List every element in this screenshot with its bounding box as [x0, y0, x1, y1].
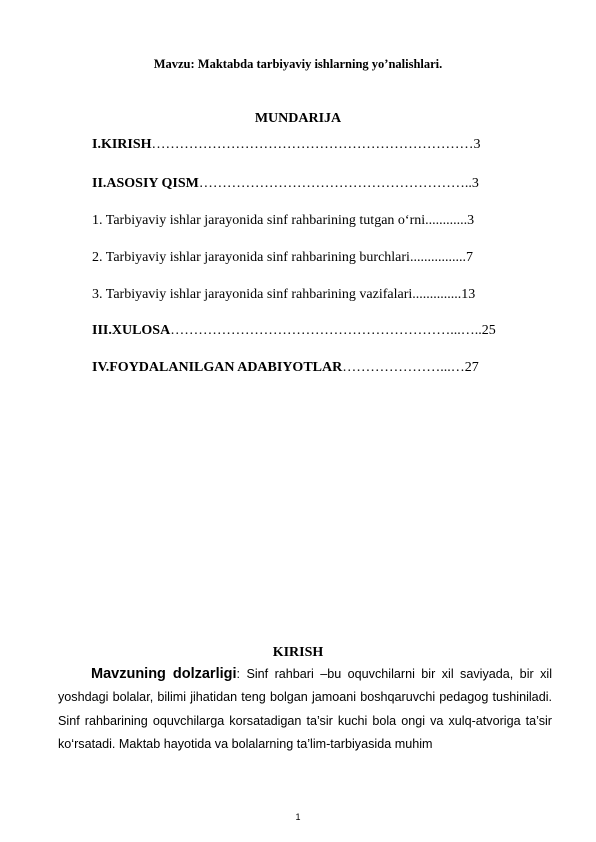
toc-entry-page: 13: [461, 287, 476, 302]
toc-entry-leader: …………………...…: [342, 360, 465, 375]
toc-entry-label: II.ASOSIY QISM: [92, 176, 199, 191]
toc-entry-page: 27: [464, 360, 479, 375]
toc-entry-page: 7: [465, 250, 473, 265]
toc-entry-leader: ............: [425, 213, 468, 228]
toc-entry-page: 3: [471, 176, 479, 191]
document-topic: Mavzu: Maktabda tarbiyaviy ishlarning yo’nalishlari.: [153, 57, 443, 71]
page-number: 1: [295, 812, 301, 822]
toc-entry-label: 3. Tarbiyaviy ishlar jarayonida sinf rahbarining vazifalari: [92, 287, 413, 302]
toc-entry: [92, 287, 475, 303]
toc-entry-leader: ……………………………………………………………: [151, 137, 474, 152]
toc-entry-leader: ................: [409, 250, 466, 265]
toc-entry: [92, 360, 479, 376]
toc-entry-label: IV.FOYDALANILGAN ADABIYOTLAR: [92, 360, 343, 375]
section-title: KIRISH: [272, 645, 324, 660]
toc-entry-label: 1. Tarbiyaviy ishlar jarayonida sinf rahbarining tutgan o‘rni: [92, 213, 426, 228]
toc-entry-leader: ..............: [412, 287, 462, 302]
toc-entry-page: 3: [473, 137, 481, 152]
toc-entry: [92, 250, 473, 266]
toc-entry: [92, 176, 479, 192]
toc-entry: [92, 213, 474, 229]
intro-text: : Sinf rahbari –bu oquvchilarni bir xil saviyada, bir xil yoshdagi bolalar, bilimi jihatidan teng bolgan jamoani boshqaruvchi pedagog tushiniladi. Sinf rahbarining oquvchilarga korsatadigan ta’sir kuchi bola ongi va xulq-atvoriga ta’sir ko‘rsatadi. Maktab hayotida va bolalarning ta’lim-tarbiyasida muhim: [58, 667, 553, 751]
toc-entry-page: 25: [481, 323, 496, 338]
toc-entry-page: 3: [467, 213, 475, 228]
intro-lead: Mavzuning dolzarligi: [91, 666, 237, 682]
toc-entry: [92, 137, 481, 153]
toc-entry-label: III.XULOSA: [92, 323, 171, 338]
intro-paragraph: [58, 663, 552, 756]
toc-entry-label: 2. Tarbiyaviy ishlar jarayonida sinf rahbarining burchlari: [92, 250, 410, 265]
toc-entry-label: I.KIRISH: [92, 137, 152, 152]
toc-entry: [92, 323, 496, 339]
toc-entry-leader: ……………………………………………………...…..: [170, 323, 482, 338]
toc-entry-leader: …………………………………………………..: [198, 176, 472, 191]
toc-title: MUNDARIJA: [254, 111, 342, 126]
